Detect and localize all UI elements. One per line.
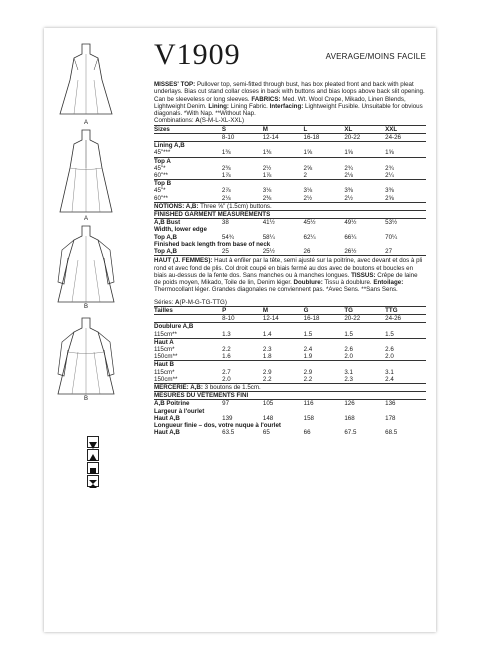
- table-row: Top A,B 54¾ 58¼ 62¼ 66¼ 70¼: [154, 233, 398, 241]
- garment-sketches: [54, 40, 134, 408]
- table-row: Top A: [154, 157, 426, 165]
- top-b-back-icon: [54, 316, 118, 400]
- table-row: Longueur finie – dos, votre nuque à l'ourlet: [154, 422, 281, 430]
- table-row: MERCERIE: A,B: 3 boutons de 1.5cm.: [154, 384, 426, 392]
- table-row: Haut A: [154, 338, 426, 346]
- difficulty-level: AVERAGE/MOINS FACILE: [325, 52, 426, 61]
- combinations-en: Combinations: A(S-M-L-XL-XXL): [154, 117, 245, 125]
- sketch-label: B: [83, 304, 88, 310]
- table-row: Top A,B 25 25½ 26 26½ 27: [154, 248, 393, 256]
- table-row: 60"** 2⅛ 2⅜ 2½ 2½ 2⅝: [154, 194, 394, 202]
- table-row: Width, lower edge: [154, 226, 207, 234]
- top-a-front-icon: [54, 40, 118, 120]
- table-row: Haut A,B 139 148 158 168 178: [154, 414, 396, 422]
- table-row: 150cm** 2.0 2.2 2.2 2.3 2.4: [154, 375, 394, 383]
- triangle-down-icon: [87, 436, 99, 448]
- sketch-view-a-front: [54, 40, 134, 128]
- table-row: 115cm** 1.3 1.4 1.5 1.5 1.5: [154, 330, 394, 338]
- table-row: 8-10 12-14 16-18 20-22 24-26: [154, 133, 426, 141]
- envelope-header: [154, 40, 426, 74]
- table-row: 8-10 12-14 16-18 20-22 24-26: [154, 315, 426, 323]
- table-row: FINISHED GARMENT MEASUREMENTS: [154, 211, 426, 219]
- table-row: Doublure A,B: [154, 323, 194, 331]
- yardage-table-en: [154, 125, 426, 255]
- sketch-view-b-front: [54, 224, 134, 316]
- table-row: 115cm* 2.2 2.3 2.4 2.6 2.6: [154, 346, 394, 354]
- table-row: 60"** 1⅞ 1⅞ 2 2⅛ 2¼: [154, 172, 394, 179]
- table-row: Tailles P M G TG TTG: [154, 307, 426, 315]
- table-row: Haut B: [154, 361, 426, 369]
- yardage-table-fr: [154, 306, 426, 436]
- table-row: 45"* 2⅞ 3⅛ 3⅛ 3⅜ 3⅜: [154, 187, 394, 195]
- french-description: HAUT (J. FEMMES): Haut à enfiler par la tête, semi ajusté sur la poitrine, avec devant et dos à pli rond et avec fond de plis. Col droit coupé en biais fermé au dos avec de boutons et boucles en biais au-dessus de la fente dos. Sans manches ou à manches longues. TISSUS: Crêpe de laine de poids moyen, Mikado, Toile de lin, Denim léger. Doublure: Tissu à doublure. Entoilage: Thermocollant léger. Grandes diagonales ne conviennent pas. *Avec Sens. **Sans Sens.: [154, 255, 426, 293]
- table-row: 150cm** 1.6 1.8 1.9 2.0 2.0: [154, 353, 394, 361]
- pattern-symbols: [87, 436, 99, 488]
- square-icon: [87, 462, 99, 474]
- top-b-front-icon: [54, 224, 118, 308]
- envelope-content: [154, 81, 426, 436]
- top-a-back-icon: [54, 128, 118, 216]
- triangle-up-icon: [87, 449, 99, 461]
- english-description: MISSES' TOP: Pullover top, semi-fitted through bust, has box pleated front and back with pleat underlays. Bias cut stand collar closes in back with buttons and bias loops above back slit opening. Can be sleeveless or long sleeves. FABRICS: Med. Wt. Wool Crepe, Mikado, Linen Blends, Lightweight Denim. Lining: Lining Fabric. Interfacing: Lightweight Fusible. Unsuitable for obvious diagonals. *With Nap. **Without Nap.: [154, 81, 425, 118]
- sketch-view-b-back: [54, 316, 134, 408]
- table-row: A,B Poitrine 97 105 116 126 136: [154, 400, 426, 408]
- pattern-number: V1909: [154, 38, 241, 71]
- sketch-label: B: [83, 396, 88, 402]
- hourglass-icon: [87, 475, 99, 487]
- table-row: Top B: [154, 180, 426, 188]
- pattern-envelope-back: [44, 28, 436, 632]
- table-row: Finished back length from base of neck: [154, 240, 271, 248]
- sketch-label: A: [83, 120, 88, 126]
- table-row: NOTIONS: A,B: Three ⅝" (1.5cm) buttons.: [154, 202, 426, 210]
- table-row: 45"*** 1⅜ 1⅜ 1⅝ 1⅝ 1⅝: [154, 149, 394, 157]
- table-row: Haut A,B 63.5 65 66 67.5 68.5: [154, 429, 398, 437]
- table-row: 115cm* 2.7 2.9 2.9 3.1 3.1: [154, 368, 394, 376]
- sketch-view-a-back: [54, 128, 134, 224]
- table-row: 45"* 2⅜ 2½ 2⅝ 2¾ 2¾: [154, 164, 394, 172]
- table-row: Lining A,B: [154, 142, 185, 150]
- combinations-fr: Séries: A(P-M-G-TG-TTG): [154, 298, 227, 306]
- sketch-label: A: [83, 216, 88, 222]
- table-row: A,B Bust 38 41½ 45½ 49½ 53½: [154, 219, 426, 227]
- table-row: Largeur à l'ourlet: [154, 407, 205, 415]
- table-row: MESURES DU VÊTEMENTS FINI: [154, 392, 426, 400]
- table-row: Sizes S M L XL XXL: [154, 125, 426, 133]
